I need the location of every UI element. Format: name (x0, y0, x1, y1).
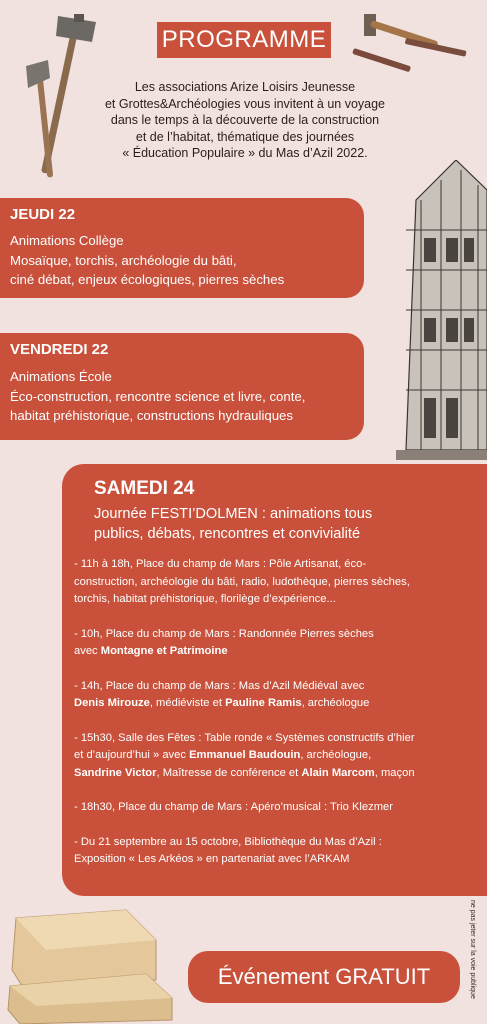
jeudi-block (0, 198, 364, 298)
event-person-name: Montagne et Patrimoine (100, 645, 228, 657)
intro-line: dans le temps à la découverte de la construction (110, 113, 380, 127)
samedi-event-line (74, 626, 477, 644)
event-text: - 18h30, Place du champ de Mars : Apéro’musical : Trio Klezmer (74, 801, 393, 813)
samedi-subtitle (94, 504, 477, 544)
programme-title: PROGRAMME (157, 22, 331, 58)
samedi-event-line (74, 834, 477, 852)
intro-line: Les associations Arize Loisirs Jeunesse (134, 80, 356, 94)
vendredi-line: Éco-construction, rencontre science et livre, conte, (10, 388, 306, 404)
event-person-name: Alain Marcom (301, 766, 375, 779)
samedi-subtitle-line: publics, débats, rencontres et convivialité (94, 526, 361, 542)
event-person-name: Denis Mirouze (74, 697, 150, 709)
event-text: , archéologue, (300, 749, 372, 761)
event-person-name: Emmanuel Baudouin (189, 749, 301, 761)
vendredi-line: Animations École (10, 369, 112, 384)
samedi-event-line (74, 747, 477, 765)
event-text: et d’aujourd’hui » avec (74, 749, 190, 761)
samedi-event-item (74, 799, 477, 817)
samedi-event-line (74, 765, 477, 783)
timber-house-illustration (396, 160, 487, 470)
samedi-event-line (74, 695, 477, 713)
event-text: , maçon (374, 766, 415, 779)
intro-line: « Éducation Populaire » du Mas d’Azil 2022. (122, 146, 368, 160)
event-text: - 11h à 18h, Place du champ de Mars : Pôle Artisanat, éco- (74, 558, 367, 570)
samedi-subtitle-line: Journée FESTI’DOLMEN : animations tous (94, 506, 373, 522)
event-text: , archéologue (301, 697, 370, 709)
event-text: , Maîtresse de conférence et (156, 766, 302, 779)
jeudi-heading: JEUDI 22 (10, 206, 76, 223)
event-person-name: Sandrine Victor (74, 766, 157, 779)
samedi-event-line (74, 678, 477, 696)
event-text: - 15h30, Salle des Fêtes : Table ronde « Systèmes constructifs d’hier (74, 731, 415, 744)
samedi-event-line (74, 556, 477, 574)
samedi-event-item (74, 556, 477, 609)
samedi-event-item (74, 834, 477, 869)
vendredi-line: habitat préhistorique, constructions hydrauliques (10, 408, 293, 423)
samedi-event-line (74, 730, 477, 748)
vendredi-block (0, 333, 364, 440)
samedi-event-line (74, 851, 477, 869)
samedi-event-line (74, 799, 477, 817)
event-text: construction, archéologie du bâti, radio, ludothèque, pierres sèches, (74, 575, 410, 588)
hammer-icon (346, 8, 476, 78)
vendredi-heading: VENDREDI 22 (10, 341, 109, 358)
litter-notice: ne pas jeter sur la voie publique (469, 900, 476, 999)
samedi-event-item (74, 626, 477, 661)
intro-line: et de l’habitat, thématique des journées (135, 129, 355, 144)
event-text: avec (74, 645, 101, 657)
samedi-heading: SAMEDI 24 (94, 478, 195, 499)
event-text: - 10h, Place du champ de Mars : Randonnée Pierres sèches (74, 627, 374, 640)
samedi-event-line (74, 574, 477, 592)
event-text: , médiéviste et (149, 697, 226, 709)
free-event-badge: Événement GRATUIT (188, 951, 460, 1003)
jeudi-line: ciné débat, enjeux écologiques, pierres sèches (10, 272, 285, 287)
samedi-block (62, 464, 487, 896)
axe-icon (18, 8, 108, 183)
jeudi-line: Mosaïque, torchis, archéologie du bâti, (10, 252, 237, 268)
event-text: - Du 21 septembre au 15 octobre, Bibliothèque du Mas d’Azil : (74, 835, 382, 848)
intro-line: et Grottes&Archéologies vous invitent à un voyage (104, 96, 386, 111)
samedi-events-list (74, 556, 477, 869)
samedi-event-line (74, 591, 477, 609)
samedi-event-line (74, 643, 477, 661)
samedi-event-item (74, 730, 477, 783)
event-text: Exposition « Les Arkéos » en partenariat avec l’ARKAM (74, 853, 350, 865)
event-text: - 14h, Place du champ de Mars : Mas d’Azil Médiéval avec (74, 679, 365, 692)
jeudi-line: Animations Collège (10, 233, 124, 248)
samedi-event-item (74, 678, 477, 713)
event-text: torchis, habitat préhistorique, florilège d’expérience... (74, 593, 336, 605)
event-person-name: Pauline Ramis (225, 697, 302, 709)
intro-text (100, 79, 390, 162)
stone-bricks-illustration (6, 900, 176, 1024)
